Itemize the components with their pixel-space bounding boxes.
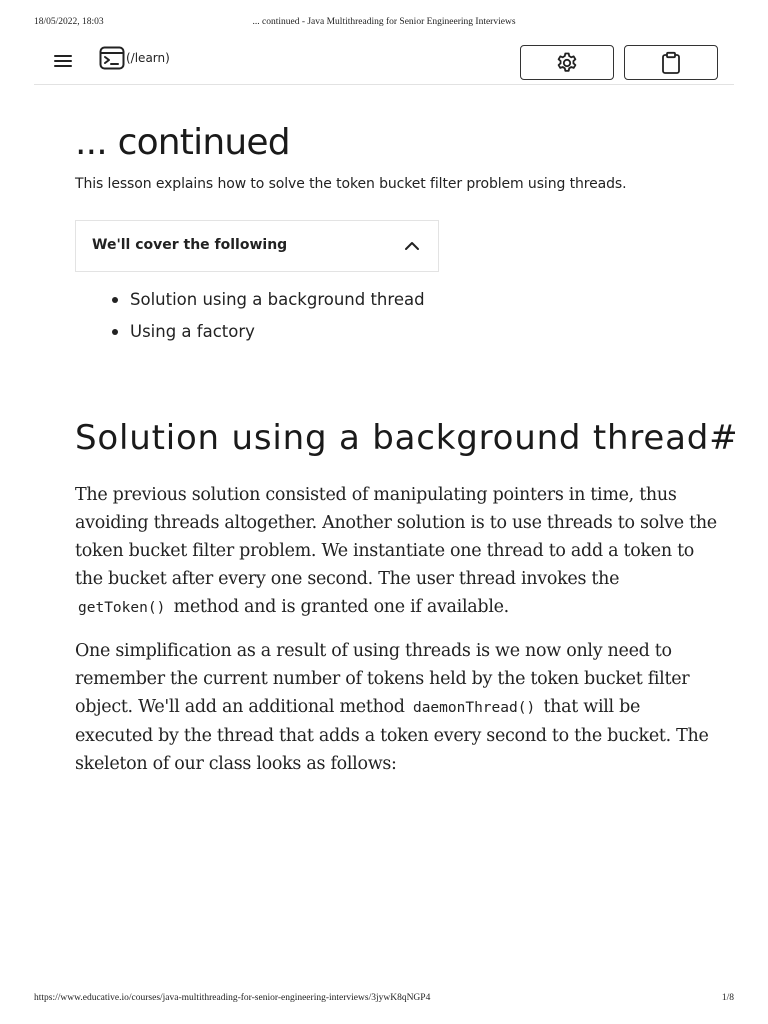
paragraph-line: skeleton of our class looks as follows: [75, 754, 397, 774]
print-url: https://www.educative.io/courses/java-multithreading-for-senior-engineering-interviews/3jywK8qNGP4 [34, 993, 431, 1003]
print-page-title: ... continued - Java Multithreading for Senior Engineering Interviews [252, 17, 516, 27]
clipboard-button[interactable] [624, 45, 718, 80]
home-logo-link[interactable] [99, 46, 170, 70]
paragraph-line: remember the current number of tokens held by the token bucket filter [75, 669, 690, 689]
paragraph-simplification [75, 637, 709, 778]
top-navigation-bar [34, 40, 734, 85]
print-header [34, 17, 734, 31]
paragraph-text: object. We'll add an additional method [75, 697, 405, 717]
hamburger-menu-icon[interactable] [54, 54, 74, 68]
toc-list [130, 290, 425, 354]
paragraph-line: One simplification as a result of using threads is we now only need to [75, 641, 672, 661]
paragraph-line [75, 593, 705, 622]
paragraph-line: the bucket after every one second. The user thread invokes the [75, 569, 620, 589]
paragraph-text: that will be [543, 697, 641, 717]
paragraph-text: method and is granted one if available. [173, 597, 509, 617]
toc-collapsible[interactable] [75, 220, 439, 272]
paragraph-line: token bucket filter problem. We instantiate one thread to add a token to [75, 541, 695, 561]
paragraph-line [75, 693, 705, 722]
settings-button[interactable] [520, 45, 614, 80]
paragraph-previous-solution [75, 481, 717, 622]
print-footer [34, 993, 734, 1005]
section-heading: Solution using a background thread# [75, 418, 739, 458]
chevron-up-icon[interactable] [404, 240, 420, 252]
paragraph-line: The previous solution consisted of manipulating pointers in time, thus [75, 485, 677, 505]
terminal-window-icon [99, 46, 125, 70]
logo-link-text: (/learn) [126, 51, 170, 65]
gear-icon [555, 51, 579, 75]
paragraph-line: executed by the thread that adds a token every second to the bucket. The [75, 726, 709, 746]
toc-item-using-factory[interactable]: Using a factory [130, 322, 425, 354]
toc-item-background-thread[interactable]: Solution using a background thread [130, 290, 425, 322]
print-page-number: 1/8 [721, 993, 734, 1003]
toc-heading: We'll cover the following [92, 237, 288, 253]
inline-code-gettoken: getToken() [78, 600, 166, 616]
inline-code-daemonthread: daemonThread() [412, 700, 536, 716]
lesson-subtitle: This lesson explains how to solve the token bucket filter problem using threads. [75, 176, 627, 192]
clipboard-icon [660, 51, 682, 75]
lesson-title: ... continued [75, 122, 290, 163]
print-timestamp: 18/05/2022, 18:03 [34, 17, 104, 27]
paragraph-line: avoiding threads altogether. Another solution is to use threads to solve the [75, 513, 717, 533]
